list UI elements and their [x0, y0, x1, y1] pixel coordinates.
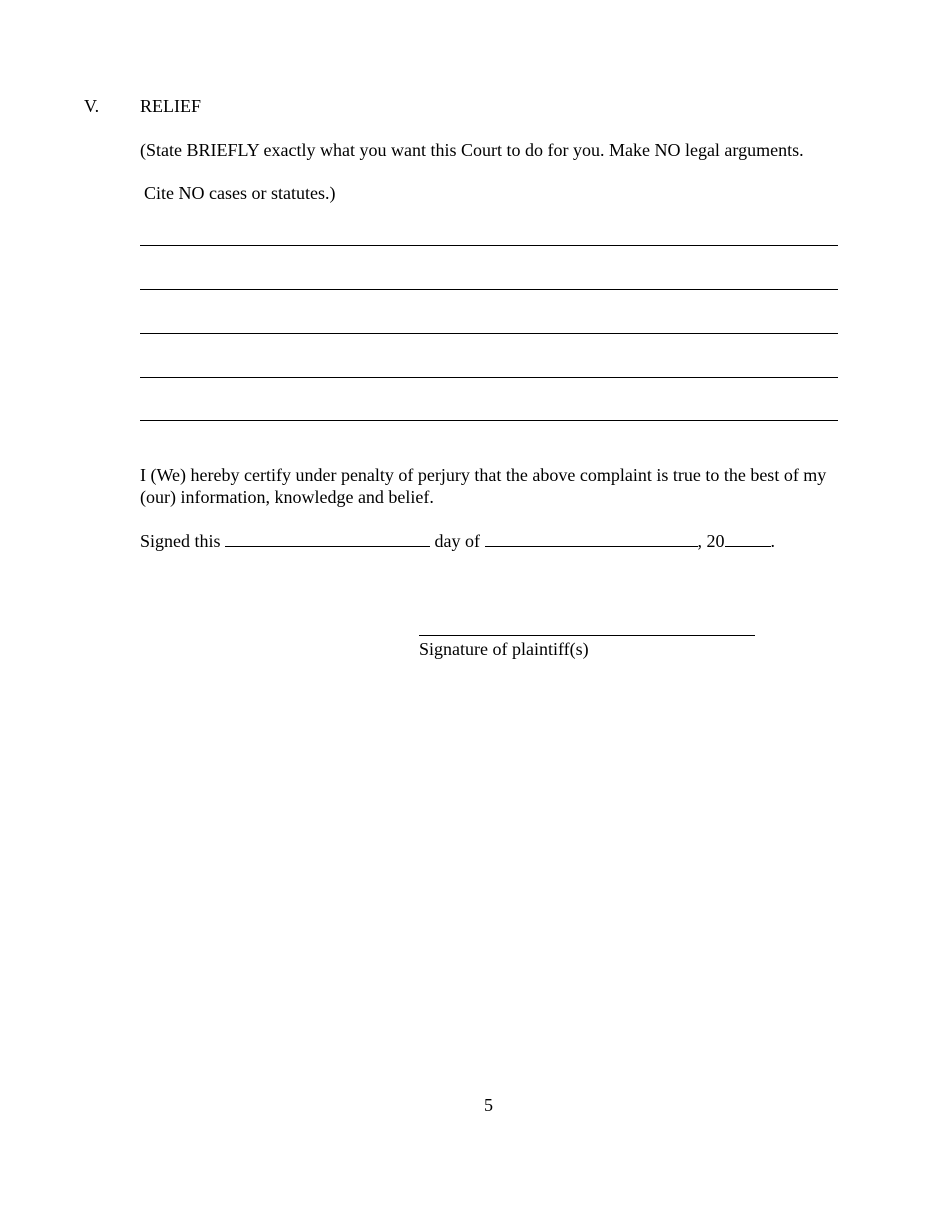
relief-answer-line-5[interactable]: [140, 420, 838, 421]
page-number: 5: [484, 1095, 493, 1115]
instructions-line-2: Cite NO cases or statutes.): [144, 183, 336, 203]
certification-statement: I (We) hereby certify under penalty of perjury that the above complaint is true to the best of my (our) information, knowledge and belief.: [140, 465, 827, 507]
relief-answer-line-3[interactable]: [140, 333, 838, 334]
section-title: RELIEF: [140, 96, 201, 116]
month-blank-field[interactable]: [485, 530, 698, 547]
relief-answer-line-1[interactable]: [140, 245, 838, 246]
signed-this-label: Signed this: [140, 531, 221, 551]
relief-answer-line-4[interactable]: [140, 377, 838, 378]
year-blank-field[interactable]: [725, 530, 771, 547]
signed-date-row: [140, 530, 775, 552]
year-prefix-label: , 20: [697, 531, 725, 551]
day-blank-field[interactable]: [225, 530, 430, 547]
sentence-end: .: [770, 531, 775, 551]
section-number: V.: [84, 96, 100, 116]
relief-answer-line-2[interactable]: [140, 289, 838, 290]
signature-line[interactable]: [419, 635, 755, 636]
instructions-line-1: (State BRIEFLY exactly what you want this Court to do for you. Make NO legal arguments.: [140, 140, 804, 160]
day-of-label: day of: [434, 531, 480, 551]
signature-label: Signature of plaintiff(s): [419, 639, 589, 659]
